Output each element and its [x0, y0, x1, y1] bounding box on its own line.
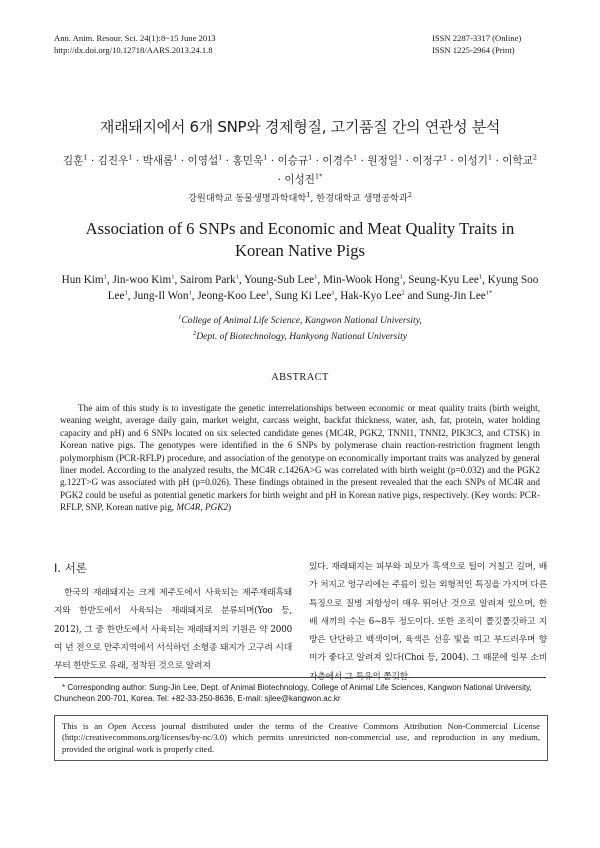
affiliation-marker: 1 [443, 153, 448, 162]
keywords-close: ) [227, 502, 232, 513]
author-separator: , [317, 274, 323, 286]
english-affiliations [0, 313, 600, 345]
affiliation-marker: 1 [308, 153, 313, 162]
author-separator: · [177, 155, 188, 167]
affiliation-marker: 1 [178, 313, 182, 321]
author-name: 이경수 [322, 155, 354, 167]
author-name: 원정일 [367, 155, 399, 167]
author-separator: , [106, 274, 113, 286]
affiliation-marker: 1 [235, 273, 239, 281]
affiliation-name: Dept. of Biotechnology, Hankyong National University [196, 331, 407, 342]
author-separator: · [492, 155, 503, 167]
abstract-text: The aim of this study is to investigate the genetic interrelationships between economic or meat quality traits (birth weight, weaning weight, average daily gain, market weight, carcass weight, backfat thickness, water, ash, fat, protein, water holding capacity and pH) and 6 SNPs located on six selected candidate genes (MC4R, PGK2, TNNI1, TNNI2, PIK3C3, and CTSK) in Korean native pigs. The genotypes were identified in the 6 SNPs by polymerase chain reaction-restriction fragment length polymorphism (PCR-RFLP) procedure, and association of the genotype on economically important traits was analyzed by general liner model. According to the analyzed results, the MC4R c.1426A>G was correlated with birth weight (p=0.032) and the PGK2 g.122T>G was associated with pH (p=0.026). These findings obtained in the present revealed that the each SNPs of MC4R and PGK2 could be useful as potential genetic markers for birth weight and pH in Korean native pigs, respectively. [60, 403, 540, 500]
journal-header-left [54, 32, 216, 56]
author-name: 박새롬 [142, 155, 174, 167]
author-separator: , [127, 290, 134, 302]
author-separator: · [312, 155, 323, 167]
english-title: Association of 6 SNPs and Economic and Meat Quality Traits in Korean Native Pigs [85, 219, 515, 260]
author-separator: , [269, 290, 275, 302]
introduction-right-column: 있다. 재래돼지는 피부와 피모가 흑색으로 털이 거칠고 길며, 배가 처지고 엉구리에는 주름이 있는 외형적인 특징을 가지며 다른 특징으로 질병 저항성이 매우 뛰어난 것으로 알려져 있으며, 한 배 새끼의 수는 6~8두 정도이다. 또한 조직이 쫄깃쫄깃하고 지방은 단단하고 백색이며, 육색은 선홍 빛을 띠고 부드러우며 향미가 좋다고 알려져 있다(Choi 등, 2004). 그 때문에 일부 소비자층에서 그 특유의 쫄깃함 [309, 562, 547, 682]
author-name: 김훈 [62, 155, 84, 167]
issn-online: ISSN 2287-3317 (Online) [432, 33, 522, 43]
author-name: Kyung Soo Lee [107, 274, 539, 302]
author-name: Sung-Jin Lee [426, 290, 486, 302]
author-name: Jung-Il Won [133, 290, 189, 302]
affiliation-marker: 1* [485, 289, 493, 297]
abstract-heading: ABSTRACT [271, 372, 329, 383]
affiliation-marker: 1 [83, 153, 88, 162]
open-access-license-box: This is an Open Access journal distributed under the terms of the Creative Commons Attribution Non-Commercial License (http://creativecommons.org/licenses/by-nc/3.0) which permits unrestricted non-commercial use, and reproduction in any medium, provided the original work is properly cited. [54, 715, 548, 761]
affiliation-marker: 1 [103, 273, 107, 281]
author-name: 이승규 [277, 155, 309, 167]
affiliation-marker: 1 [263, 153, 268, 162]
doi-link[interactable]: http://dx.doi.org/10.12718/AARS.2013.24.1.8 [54, 45, 213, 55]
affiliation-marker: 1 [399, 273, 403, 281]
author-separator: · [132, 155, 143, 167]
author-separator: , [482, 274, 488, 286]
affiliation-line [0, 313, 600, 329]
author-name: Min-Wook Hong [322, 274, 400, 286]
affiliation-marker: 1 [306, 190, 311, 199]
author-name: 이성기 [457, 155, 488, 167]
author-separator: · [357, 155, 368, 167]
author-name: Hun Kim [61, 274, 104, 286]
author-separator: · [222, 155, 233, 167]
author-name: 이정구 [412, 155, 444, 167]
affiliation-marker: 2 [192, 329, 197, 337]
affiliation-marker: 1 [173, 153, 178, 162]
korean-affiliation [0, 190, 600, 204]
affiliation-name: 한경대학교 생명공학과 [316, 193, 408, 204]
author-separator: · [277, 174, 285, 186]
author-name: Jin-woo Kim [112, 274, 172, 286]
section-heading-introduction: I. 서론 [54, 561, 87, 575]
affiliation-marker: 1 [218, 153, 223, 162]
english-author-list [54, 272, 546, 304]
affiliation-marker: 1 [331, 289, 335, 297]
author-separator: , [402, 274, 409, 286]
author-separator: , [174, 274, 181, 286]
author-name: Sairom Park [180, 274, 236, 286]
affiliation-marker: 1 [314, 273, 318, 281]
author-name: 김진우 [97, 155, 129, 167]
affiliation-marker: 1 [171, 273, 175, 281]
author-name: 이성진 [284, 174, 316, 186]
korean-title: 재래돼지에서 6개 SNP와 경제형질, 고기품질 간의 연관성 분석 [99, 118, 501, 136]
korean-author-list [54, 152, 546, 190]
korean-authors-line-2 [54, 171, 546, 190]
author-name: Hak-Kyo Lee [340, 290, 402, 302]
author-separator: , [310, 193, 317, 204]
footnote-divider [54, 677, 546, 678]
affiliation-marker: 2 [532, 153, 538, 162]
affiliation-marker: 1 [124, 289, 128, 297]
introduction-left-column: 한국의 재래돼지는 크게 제주도에서 사육되는 제주재래흑돼지와 한반도에서 사육되는 재래돼지로 분류되며(Yoo 등, 2012), 그 중 한반도에서 사육되는 재래돼지의 기원은 약 2000 여 년 전으로 만주지역에서 서식하던 소형종 돼지가 고구려 시대부터 한반도로 유래, 정착된 것으로 알려져 [54, 588, 292, 672]
author-separator: · [402, 155, 413, 167]
author-name: Young-Sub Lee [244, 274, 315, 286]
author-separator: · [447, 155, 458, 167]
author-separator: · [267, 155, 278, 167]
keywords-label: (Key words: [471, 489, 518, 500]
affiliation-marker: 2 [401, 289, 405, 297]
author-separator: and [404, 290, 427, 302]
affiliation-marker: 1 [265, 289, 270, 297]
author-name: Sung Ki Lee [274, 290, 332, 302]
author-name: Jeong-Koo Lee [197, 290, 266, 302]
affiliation-marker: 1 [398, 153, 403, 162]
issn-print: ISSN 1225-2964 (Print) [432, 45, 515, 55]
affiliation-marker: 2 [407, 190, 413, 199]
affiliation-marker: 1 [188, 289, 192, 297]
author-name: 이학교 [502, 155, 533, 167]
author-separator: , [191, 290, 198, 302]
affiliation-marker: 1* [315, 172, 323, 181]
author-name: 홍민욱 [232, 155, 264, 167]
affiliation-marker: 1 [487, 153, 493, 162]
keywords-genes: MC4R, PGK2 [176, 502, 228, 513]
affiliation-name: 강원대학교 동물생명과학대학 [187, 193, 307, 204]
keywords-plain: PCR-RFLP, SNP, Korean native pig, [60, 489, 541, 513]
journal-citation: Ann. Anim. Resour. Sci. 24(1):8~15 June 2013 [54, 33, 216, 43]
affiliation-marker: 1 [353, 153, 358, 162]
affiliation-name: College of Animal Life Science, Kangwon National University, [181, 315, 422, 326]
author-name: Seung-Kyu Lee [408, 274, 479, 286]
journal-header-right [432, 32, 521, 56]
affiliation-marker: 1 [478, 273, 483, 281]
abstract-body [60, 402, 540, 514]
affiliation-marker: 1 [128, 153, 133, 162]
author-separator: · [87, 155, 98, 167]
corresponding-author-footnote: * Corresponding author: Sung-Jin Lee, Dept. of Animal Biotechnology, College of Animal Life Sciences, Kangwon National University, Chuncheon 200-701, Korea. Tel: +82-33-250-8636, E-mail: sjlee@kangwon.ac.kr [54, 683, 532, 703]
author-separator: , [238, 274, 245, 286]
korean-authors-line-1 [54, 152, 546, 171]
affiliation-line [0, 329, 600, 345]
author-name: 이영섭 [187, 155, 219, 167]
author-separator: , [334, 290, 341, 302]
